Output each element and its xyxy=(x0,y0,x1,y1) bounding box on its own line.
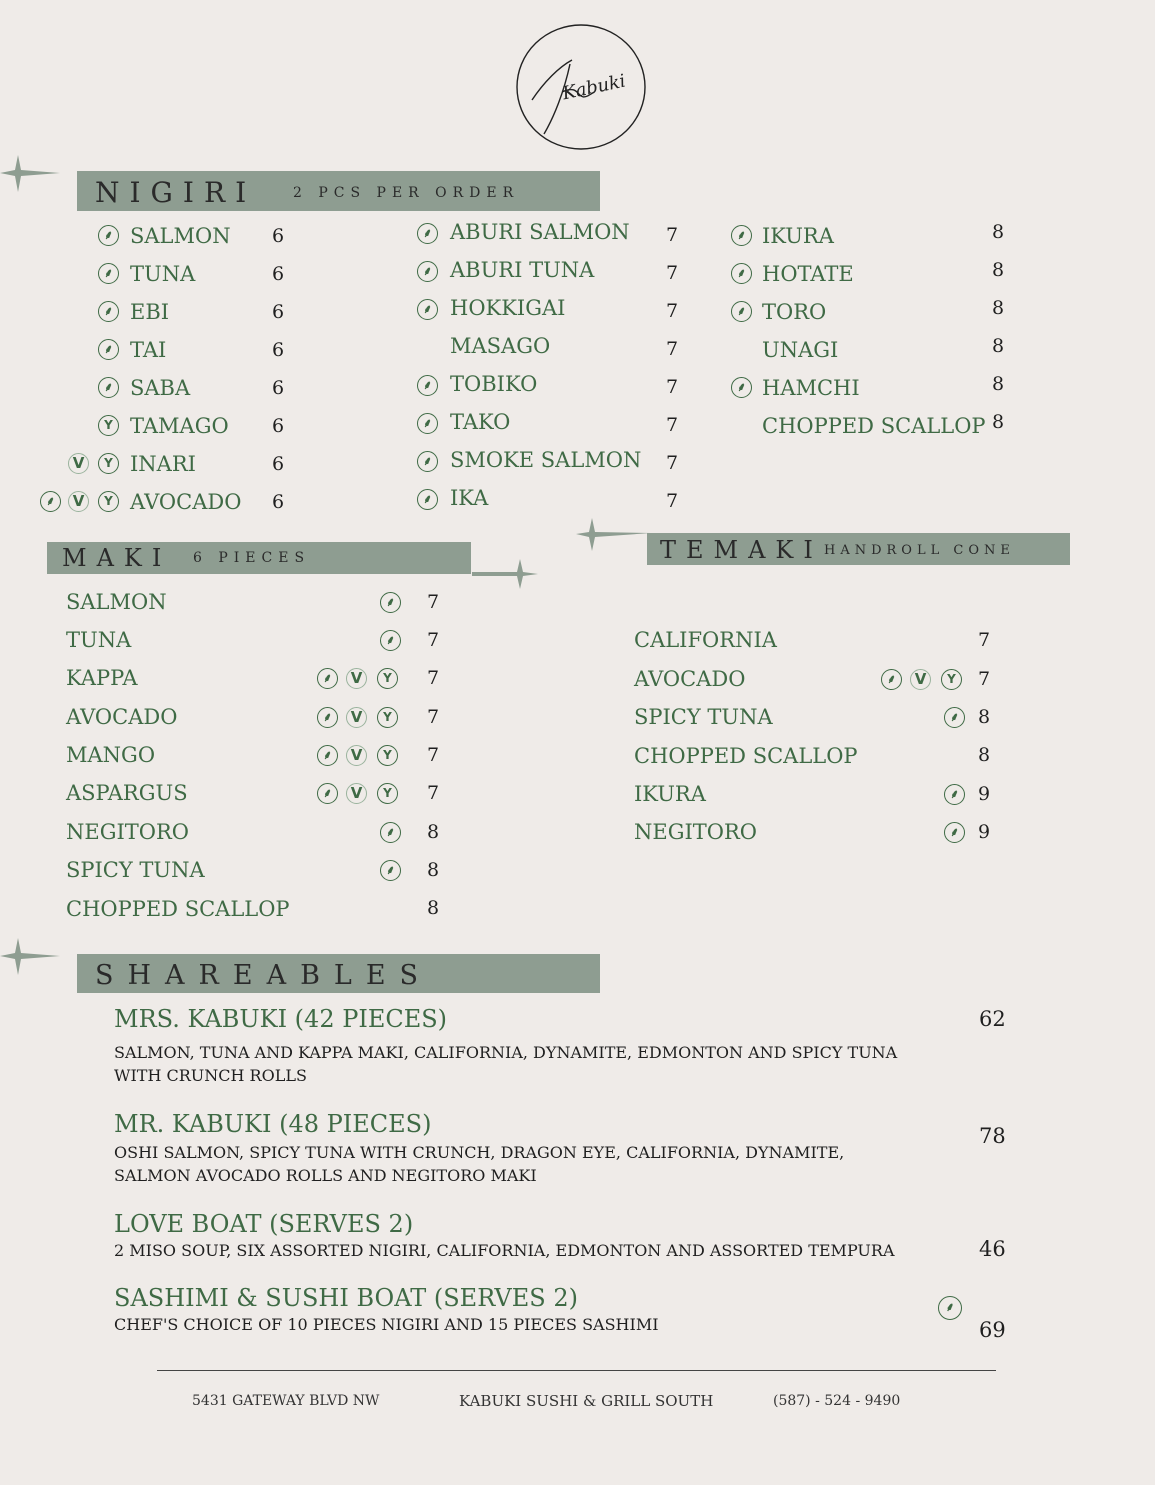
menu-item-name: TAI xyxy=(130,338,167,362)
wheat-icon: ⸙ xyxy=(317,783,338,804)
vegan-icon: V xyxy=(910,669,931,690)
sparkle-icon xyxy=(576,515,656,555)
menu-item-name: CALIFORNIA xyxy=(634,628,777,652)
footer-divider xyxy=(157,1370,996,1371)
wheat-icon: ⸙ xyxy=(944,822,965,843)
sparkle-icon xyxy=(0,150,80,200)
menu-item-price: 8 xyxy=(978,706,991,728)
menu-item-name: SABA xyxy=(130,376,191,400)
wheat-icon: ⸙ xyxy=(731,301,752,322)
wheat-icon: ⸙ xyxy=(417,223,438,244)
wheat-icon: ⸙ xyxy=(98,377,119,398)
menu-item-name: HOTATE xyxy=(762,262,854,286)
wheat-icon: ⸙ xyxy=(317,707,338,728)
vegan-icon: V xyxy=(68,491,89,512)
vegan-icon: V xyxy=(346,707,367,728)
wheat-icon: ⸙ xyxy=(98,225,119,246)
shareable-name: MRS. KABUKI (42 PIECES) xyxy=(114,1005,448,1033)
menu-item-name: TORO xyxy=(762,300,827,324)
menu-item-price: 6 xyxy=(272,225,285,247)
wheat-icon: ⸙ xyxy=(731,263,752,284)
shareable-description: SALMON, TUNA AND KAPPA MAKI, CALIFORNIA, DYNAMITE, EDMONTON AND SPICY TUNA WITH CRUNCH ROLLS xyxy=(114,1043,898,1085)
shareable-price: 78 xyxy=(979,1124,1006,1148)
menu-item-name: MASAGO xyxy=(450,334,551,358)
shareable-name: SASHIMI & SUSHI BOAT (SERVES 2) xyxy=(114,1284,578,1312)
menu-item-name: IKURA xyxy=(634,782,706,806)
menu-item-price: 7 xyxy=(666,490,679,512)
footer-phone: (587) - 524 - 9490 xyxy=(773,1393,901,1409)
wheat-icon: ⸙ xyxy=(417,413,438,434)
wheat-icon: ⸙ xyxy=(417,299,438,320)
menu-item-price: 7 xyxy=(978,668,991,690)
nigiri-subtitle: 2 PCS PER ORDER xyxy=(293,185,520,201)
temaki-title: TEMAKI xyxy=(660,536,823,564)
menu-item-price: 7 xyxy=(666,452,679,474)
menu-item-name: IKA xyxy=(450,486,489,510)
wheat-icon: ⸙ xyxy=(380,592,401,613)
menu-item-name: INARI xyxy=(130,452,196,476)
menu-item-price: 8 xyxy=(992,221,1005,243)
shareable-price: 62 xyxy=(979,1007,1006,1031)
shareables-title: SHAREABLES xyxy=(95,960,433,991)
menu-item-name: CHOPPED SCALLOP xyxy=(66,897,290,921)
menu-item-price: 8 xyxy=(992,411,1005,433)
menu-item-price: 7 xyxy=(427,706,440,728)
menu-item-name: ASPARGUS xyxy=(66,781,188,805)
menu-item-price: 9 xyxy=(978,783,991,805)
vegetarian-icon: Y xyxy=(941,669,962,690)
vegan-icon: V xyxy=(346,668,367,689)
wheat-icon: ⸙ xyxy=(98,301,119,322)
footer-restaurant-name: KABUKI SUSHI & GRILL SOUTH xyxy=(459,1392,714,1410)
menu-item-name: IKURA xyxy=(762,224,834,248)
wheat-icon: ⸙ xyxy=(938,1296,962,1320)
shareable-price: 69 xyxy=(979,1318,1006,1342)
menu-item-price: 6 xyxy=(272,415,285,437)
menu-item-name: CHOPPED SCALLOP xyxy=(634,744,858,768)
menu-item-price: 8 xyxy=(992,259,1005,281)
menu-item-name: ABURI SALMON xyxy=(450,220,630,244)
wheat-icon: ⸙ xyxy=(380,630,401,651)
menu-item-name: AVOCADO xyxy=(634,667,746,691)
menu-item-price: 7 xyxy=(666,338,679,360)
menu-item-price: 6 xyxy=(272,301,285,323)
logo xyxy=(514,22,648,152)
wheat-icon: ⸙ xyxy=(417,261,438,282)
menu-item-name: TAKO xyxy=(450,410,511,434)
menu-item-name: TAMAGO xyxy=(130,414,229,438)
wheat-icon: ⸙ xyxy=(944,707,965,728)
menu-item-name: SPICY TUNA xyxy=(66,858,205,882)
menu-item-name: NEGITORO xyxy=(634,820,758,844)
menu-item-price: 7 xyxy=(427,591,440,613)
menu-item-price: 8 xyxy=(992,373,1005,395)
menu-item-price: 6 xyxy=(272,491,285,513)
vegan-icon: V xyxy=(68,453,89,474)
vegetarian-icon: Y xyxy=(98,453,119,474)
vegetarian-icon: Y xyxy=(98,415,119,436)
wheat-icon: ⸙ xyxy=(317,745,338,766)
wheat-icon: ⸙ xyxy=(417,489,438,510)
shareable-name: LOVE BOAT (SERVES 2) xyxy=(114,1210,414,1238)
menu-item-price: 8 xyxy=(427,859,440,881)
menu-item-price: 8 xyxy=(978,744,991,766)
wheat-icon: ⸙ xyxy=(417,375,438,396)
menu-item-name: SALMON xyxy=(130,224,231,248)
menu-item-name: CHOPPED SCALLOP xyxy=(762,414,986,438)
maki-title: MAKI xyxy=(62,544,172,572)
menu-item-price: 7 xyxy=(666,224,679,246)
maki-subtitle: 6 PIECES xyxy=(193,550,311,566)
wheat-icon: ⸙ xyxy=(98,339,119,360)
wheat-icon: ⸙ xyxy=(380,822,401,843)
menu-item-price: 7 xyxy=(666,414,679,436)
menu-item-price: 7 xyxy=(427,667,440,689)
menu-item-price: 6 xyxy=(272,453,285,475)
shareable-description: OSHI SALMON, SPICY TUNA WITH CRUNCH, DRAGON EYE, CALIFORNIA, DYNAMITE, SALMON AVOCADO ROLLS AND NEGITORO MAKI xyxy=(114,1143,845,1185)
shareable-description: CHEF'S CHOICE OF 10 PIECES NIGIRI AND 15 PIECES SASHIMI xyxy=(114,1315,659,1334)
wheat-icon: ⸙ xyxy=(40,491,61,512)
wheat-icon: ⸙ xyxy=(98,263,119,284)
menu-item-name: UNAGI xyxy=(762,338,839,362)
wheat-icon: ⸙ xyxy=(731,225,752,246)
menu-item-price: 7 xyxy=(427,629,440,651)
footer-address: 5431 GATEWAY BLVD NW xyxy=(192,1393,380,1409)
menu-item-price: 8 xyxy=(427,821,440,843)
menu-item-price: 7 xyxy=(666,300,679,322)
menu-item-price: 7 xyxy=(666,376,679,398)
menu-item-name: SMOKE SALMON xyxy=(450,448,642,472)
menu-item-name: AVOCADO xyxy=(130,490,242,514)
menu-item-name: MANGO xyxy=(66,743,156,767)
menu-item-price: 7 xyxy=(666,262,679,284)
menu-item-price: 8 xyxy=(992,335,1005,357)
vegetarian-icon: Y xyxy=(377,668,398,689)
wheat-icon: ⸙ xyxy=(417,451,438,472)
menu-item-price: 8 xyxy=(992,297,1005,319)
sparkle-icon xyxy=(472,555,542,595)
menu-item-price: 6 xyxy=(272,339,285,361)
menu-item-price: 7 xyxy=(978,629,991,651)
menu-item-name: HAMCHI xyxy=(762,376,860,400)
wheat-icon: ⸙ xyxy=(380,860,401,881)
vegetarian-icon: Y xyxy=(377,745,398,766)
menu-item-price: 8 xyxy=(427,897,440,919)
menu-item-name: ABURI TUNA xyxy=(450,258,595,282)
menu-item-name: NEGITORO xyxy=(66,820,190,844)
sparkle-icon xyxy=(0,933,80,983)
wheat-icon: ⸙ xyxy=(317,668,338,689)
menu-item-name: SALMON xyxy=(66,590,167,614)
menu-item-name: TUNA xyxy=(66,628,132,652)
temaki-subtitle: HANDROLL CONE xyxy=(824,543,1015,558)
wheat-icon: ⸙ xyxy=(944,784,965,805)
wheat-icon: ⸙ xyxy=(881,669,902,690)
shareable-name: MR. KABUKI (48 PIECES) xyxy=(114,1110,432,1138)
menu-item-name: KAPPA xyxy=(66,666,138,690)
vegan-icon: V xyxy=(346,783,367,804)
vegetarian-icon: Y xyxy=(98,491,119,512)
shareable-price: 46 xyxy=(979,1237,1006,1261)
menu-item-name: SPICY TUNA xyxy=(634,705,773,729)
menu-item-name: TUNA xyxy=(130,262,196,286)
vegan-icon: V xyxy=(346,745,367,766)
menu-item-price: 7 xyxy=(427,782,440,804)
menu-item-price: 6 xyxy=(272,263,285,285)
menu-item-name: HOKKIGAI xyxy=(450,296,566,320)
menu-item-name: TOBIKO xyxy=(450,372,538,396)
menu-item-name: AVOCADO xyxy=(66,705,178,729)
shareable-description: 2 MISO SOUP, SIX ASSORTED NIGIRI, CALIFORNIA, EDMONTON AND ASSORTED TEMPURA xyxy=(114,1241,895,1260)
menu-item-price: 7 xyxy=(427,744,440,766)
menu-item-name: EBI xyxy=(130,300,170,324)
vegetarian-icon: Y xyxy=(377,707,398,728)
wheat-icon: ⸙ xyxy=(731,377,752,398)
menu-item-price: 6 xyxy=(272,377,285,399)
logo-text: Kabuki xyxy=(560,70,628,105)
menu-item-price: 9 xyxy=(978,821,991,843)
nigiri-title: NIGIRI xyxy=(95,176,257,209)
vegetarian-icon: Y xyxy=(377,783,398,804)
